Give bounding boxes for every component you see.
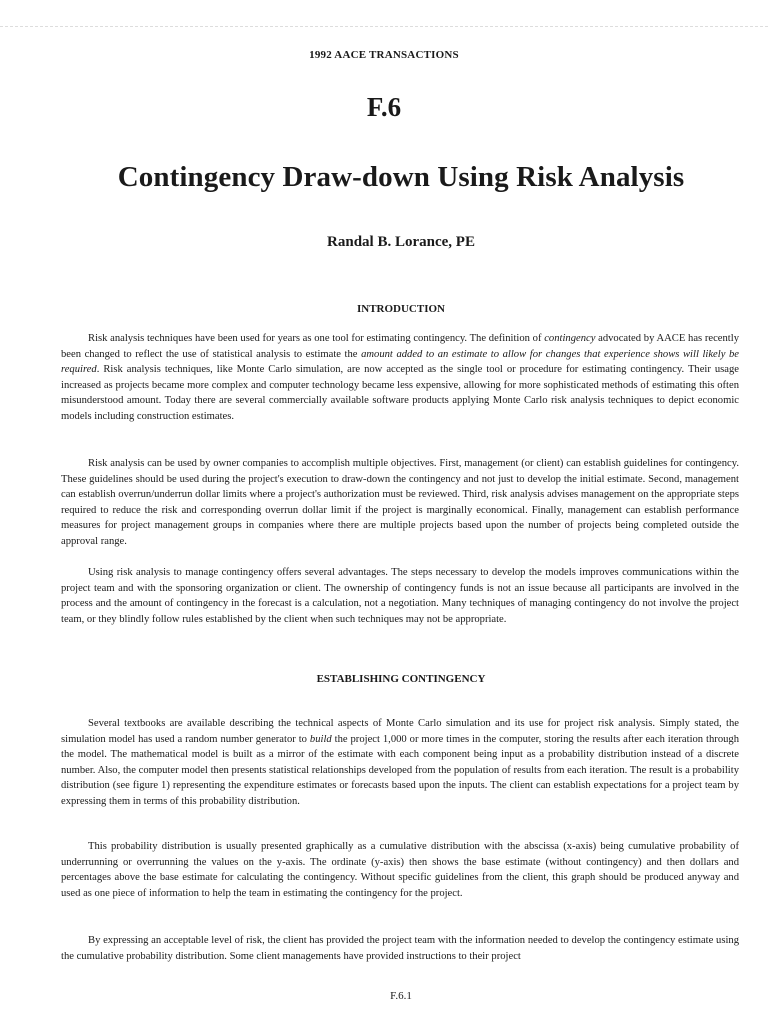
paragraph-intro-1: Risk analysis techniques have been used for years as one tool for estimating contingency. The definition of contingency advocated by AACE has recently been changed to reflect the use of statistical analysis to estimate the amount added to an estimate to allow for changes that experience shows will likely be required. Risk analysis techniques, like Monte Carlo simulation, are now accepted as the single tool or procedure for estimating contingency. Their usage increased as projects became more complex and computer technology became less expensive, allowing for more sophisticated methods of estimating this often misunderstood amount. Today there are several commercially available software products applying Monte Carlo risk analysis techniques to depict economic models including construction estimates. — [61, 333, 739, 422]
scan-edge-artifact — [0, 26, 768, 29]
running-header: 1992 AACE TRANSACTIONS — [309, 49, 459, 61]
author-name: Randal B. Lorance, PE — [327, 234, 475, 250]
section-heading-introduction: INTRODUCTION — [356, 303, 445, 315]
paragraph-intro-2: Risk analysis can be used by owner companies to accomplish multiple objectives. First, management (or client) can establish guidelines for contingency. These guidelines should be used during the project's execution to draw-down the contingency and not just to develop the initial estimate. Second, management can establish overrun/underrun dollar limits where a project's authorization must be reviewed. Third, risk analysis advises management on the appropriate steps required to reduce the risk and corresponding overrun dollar limit if the project is marginally economical. Finally, management can establish performance measures for project management groups in companies where there are multiple projects based upon the number of projects being completed outside the approval range. — [61, 458, 739, 547]
paragraph-contingency-2: This probability distribution is usually presented graphically as a cumulative distribution with the abscissa (x-axis) being cumulative probability of underrunning or overrunning the values on the y-axis. The ordinate (y-axis) then shows the base estimate (without contingency) and then dollars and percentages above the base estimate for calculating the contingency. Without specific guidelines from the client, this graph should be produced anyway and used as one piece of information to help the team in estimating the contingency for the project. — [61, 841, 739, 899]
section-heading-establishing-contingency: ESTABLISHING CONTINGENCY — [316, 673, 486, 685]
page-number: F.6.1 — [390, 990, 412, 1002]
paragraph-intro-3: Using risk analysis to manage contingency offers several advantages. The steps necessary to develop the models improves communications within the project team and with the sponsoring organization or client. The ownership of contingency funds is not an issue because all participants are involved in the process and the amount of contingency in the forecast is a calculation, not a negotiation. Many techniques of managing contingency do not involve the project team, or they blindly follow rules established by the client when such techniques may not be appropriate. — [61, 567, 739, 625]
paragraph-contingency-1: Several textbooks are available describing the technical aspects of Monte Carlo simulation and its use for project risk analysis. Simply stated, the simulation model has used a random number generator to build the project 1,000 or more times in the computer, storing the results after each iteration through the model. The mathematical model is built as a mirror of the estimate with each component being input as a probability distribution instead of a discrete number. Also, the computer model then presents statistical relationships developed from the population of results from each iteration. The result is a probability distribution (see figure 1) representing the expenditure estimates or forecasts based upon the inputs. The client can establish expectations for a project team by expressing them in terms of this probability distribution. — [61, 718, 740, 807]
paragraph-contingency-3: By expressing an acceptable level of risk, the client has provided the project team with the information needed to develop the contingency estimate using the cumulative probability distribution. Some client managements have provided instructions to their project — [61, 935, 739, 962]
section-number: F.6 — [366, 92, 402, 122]
paper-title: Contingency Draw-down Using Risk Analysis — [117, 161, 685, 193]
